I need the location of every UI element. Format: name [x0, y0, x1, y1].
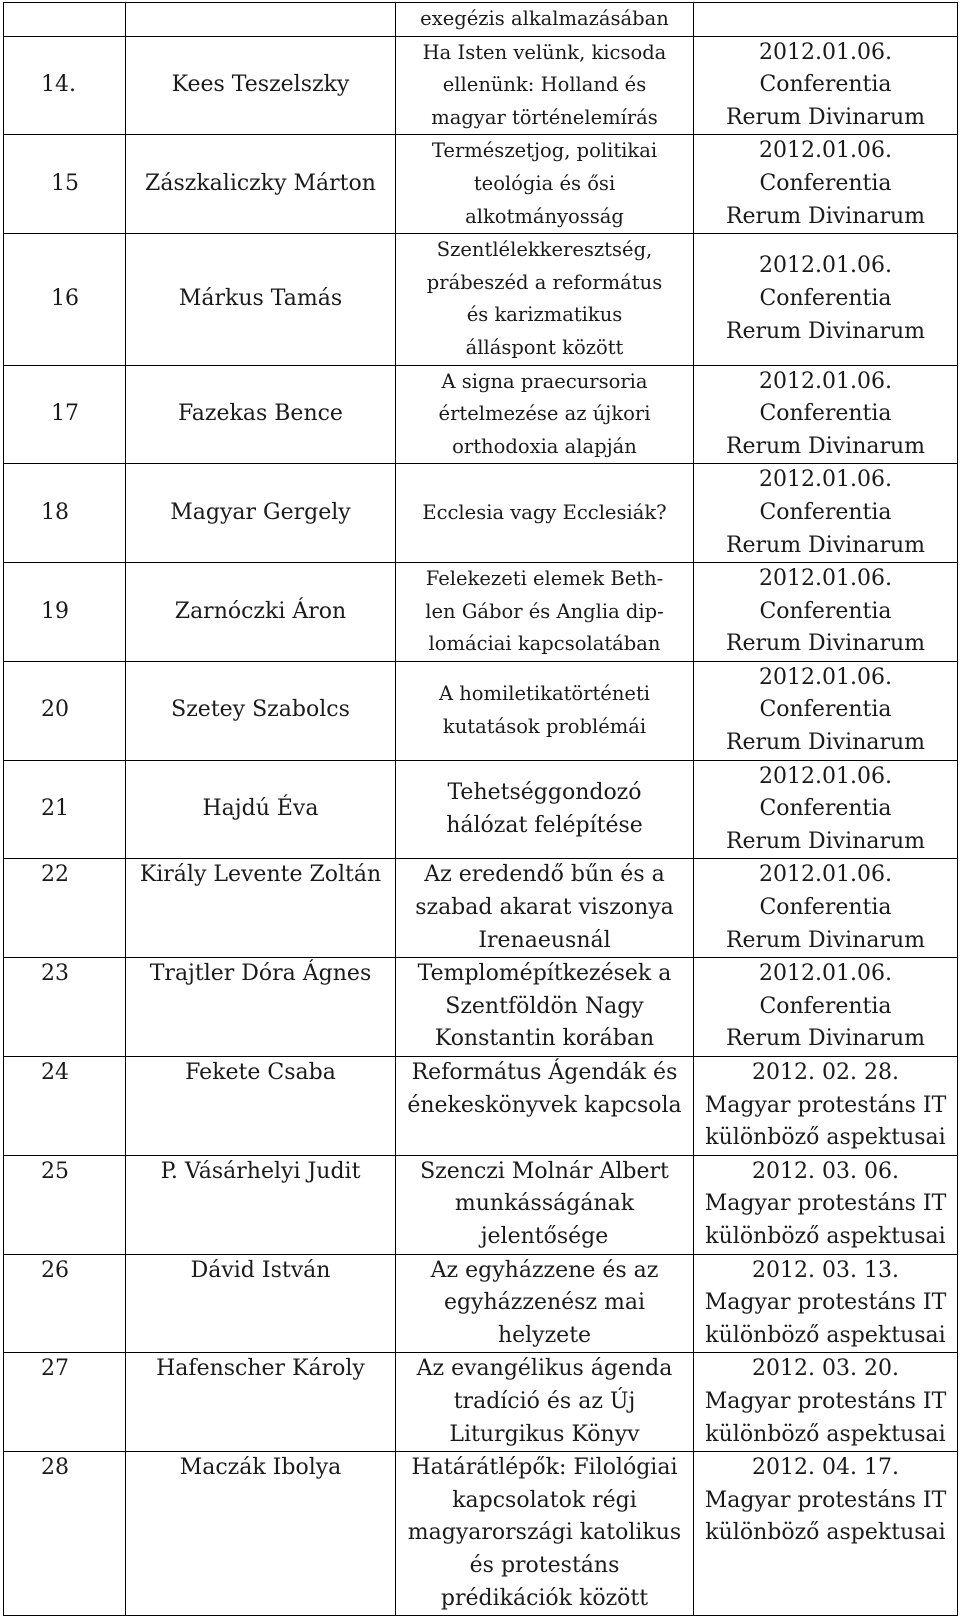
presenter-name: Maczák Ibolya — [126, 1452, 396, 1616]
lecture-title-line: Felekezeti elemek Beth- — [425, 567, 664, 591]
row-number — [4, 3, 126, 37]
lecture-date: 2012.01.06. — [759, 467, 892, 493]
lecture-title-line: kapcsolatok régi — [452, 1487, 637, 1513]
lecture-title-line: Az egyházzene és az — [430, 1257, 659, 1283]
lecture-title — [396, 958, 694, 1057]
lecture-title-line: értelmezése az újkori — [438, 402, 651, 426]
venue-text: Rerum Divinarum — [725, 927, 926, 953]
date-line — [699, 958, 952, 1023]
lecture-title-line: álláspont között — [465, 335, 624, 359]
venue-text: Rerum Divinarum — [725, 828, 926, 854]
lecture-title-line: orthodoxia alapján — [452, 434, 637, 458]
table-row — [4, 1254, 958, 1353]
presenter-name: Zarnóczki Áron — [126, 563, 396, 662]
lecture-title-line: A homiletikatörténeti — [438, 682, 651, 706]
row-number: 23 — [4, 958, 126, 1057]
presenter-name: Fazekas Bence — [126, 365, 396, 464]
lecture-date: 2012.01.06. — [759, 368, 892, 394]
venue-text: Rerum Divinarum — [725, 730, 926, 756]
date-line — [699, 563, 952, 628]
lecture-title — [396, 661, 694, 760]
date-venue-cell — [694, 464, 958, 563]
row-number: 16 — [4, 234, 126, 365]
venue-text: Conferentia — [759, 598, 892, 624]
presenter-name: Trajtler Dóra Ágnes — [126, 958, 396, 1057]
lecture-title-line: Tehetséggondozó — [447, 779, 642, 805]
lecture-date: 2012. 03. 13. — [752, 1257, 899, 1283]
table-row — [4, 365, 958, 464]
lecture-title-line: len Gábor és Anglia dip- — [425, 599, 664, 623]
date-line — [699, 135, 952, 200]
venue-text: Magyar protestáns IT — [704, 1191, 947, 1217]
date-venue-cell — [694, 859, 958, 958]
venue-text: Magyar protestáns IT — [704, 1487, 947, 1513]
row-number: 26 — [4, 1254, 126, 1353]
lecture-title-line: kutatások problémái — [442, 714, 647, 738]
lecture-title-line: Ecclesia vagy Ecclesiák? — [422, 500, 667, 524]
lecture-title — [396, 1155, 694, 1254]
presenter-name: Szetey Szabolcs — [126, 661, 396, 760]
presenter-name: Fekete Csaba — [126, 1057, 396, 1156]
table-row — [4, 1057, 958, 1156]
date-venue-cell — [694, 760, 958, 859]
venue-text: Rerum Divinarum — [725, 631, 926, 657]
lecture-title-line: Irenaeusnál — [478, 927, 611, 953]
venue-text: Conferentia — [759, 499, 892, 525]
date-venue-cell — [694, 234, 958, 365]
lecture-title-line: helyzete — [497, 1322, 592, 1348]
lecture-title-line: teológia és ősi — [473, 171, 616, 195]
lecture-date: 2012.01.06. — [759, 961, 892, 987]
venue-text: különböző aspektusai — [705, 1125, 946, 1151]
presenter-name: P. Vásárhelyi Judit — [126, 1155, 396, 1254]
row-number: 22 — [4, 859, 126, 958]
venue-text: Conferentia — [759, 993, 892, 1019]
venue-text: Rerum Divinarum — [725, 433, 926, 459]
venue-text: különböző aspektusai — [705, 1421, 946, 1447]
lecture-title-line: és karizmatikus — [466, 303, 623, 327]
lecture-date: 2012.01.06. — [759, 138, 892, 164]
date-venue-cell — [694, 3, 958, 37]
table-row — [4, 3, 958, 37]
lecture-title-line: magyarországi katolikus — [407, 1520, 682, 1546]
lecture-title-line: ellenünk: Holland és — [442, 73, 647, 97]
row-number: 27 — [4, 1353, 126, 1452]
lecture-title-line: Konstantin korában — [434, 1026, 655, 1052]
venue-text: Conferentia — [759, 170, 892, 196]
lecture-title-line: Az evangélikus ágenda — [416, 1356, 673, 1382]
venue-text: Rerum Divinarum — [725, 104, 926, 130]
lecture-table — [3, 2, 958, 1616]
lecture-title-line: Templomépítkezések a — [417, 961, 672, 987]
lecture-title-line: Református Ágendák és — [411, 1060, 678, 1085]
lecture-title-line: Szentföldön Nagy — [445, 993, 644, 1019]
date-line — [699, 464, 952, 529]
lecture-title — [396, 1452, 694, 1616]
date-line — [699, 1255, 952, 1288]
venue-text: Magyar protestáns IT — [704, 1388, 947, 1414]
date-venue-cell — [694, 1452, 958, 1616]
lecture-title-line: szabad akarat viszonya — [415, 895, 674, 921]
date-line — [699, 1156, 952, 1189]
venue-text: különböző aspektusai — [705, 1223, 946, 1249]
lecture-date: 2012.01.06. — [759, 253, 892, 279]
table-row — [4, 1452, 958, 1616]
lecture-title-line: énekeskönyvek kapcsola — [407, 1092, 682, 1118]
row-number: 14. — [4, 36, 126, 135]
date-venue-cell — [694, 36, 958, 135]
lecture-date: 2012.01.06. — [759, 763, 892, 789]
lecture-title-line: alkotmányosság — [465, 204, 624, 228]
lecture-title — [396, 464, 694, 563]
date-line — [699, 250, 952, 315]
lecture-date: 2012. 03. 20. — [752, 1356, 899, 1382]
lecture-title-line: egyházzenész mai — [443, 1290, 646, 1316]
lecture-title — [396, 1057, 694, 1156]
row-number: 28 — [4, 1452, 126, 1616]
presenter-name — [126, 3, 396, 37]
presenter-name: Hajdú Éva — [126, 760, 396, 859]
venue-text: Conferentia — [759, 796, 892, 822]
lecture-date: 2012.01.06. — [759, 664, 892, 690]
lecture-title-line: hálózat felépítése — [446, 812, 643, 838]
lecture-title-line: tradíció és az Új — [453, 1388, 636, 1414]
lecture-title — [396, 563, 694, 662]
lecture-title-line: prábeszéd a református — [426, 270, 663, 294]
date-venue-cell — [694, 661, 958, 760]
date-line — [699, 1353, 952, 1386]
lecture-table-body — [4, 3, 958, 1616]
date-venue-cell — [694, 563, 958, 662]
lecture-title — [396, 3, 694, 37]
lecture-title — [396, 1353, 694, 1452]
lecture-date: 2012.01.06. — [759, 862, 892, 888]
venue-text: különböző aspektusai — [705, 1322, 946, 1348]
lecture-date: 2012. 04. 17. — [752, 1455, 899, 1481]
lecture-date: 2012. 03. 06. — [752, 1158, 899, 1184]
date-venue-cell — [694, 1254, 958, 1353]
date-venue-cell — [694, 365, 958, 464]
lecture-title-line: Ha Isten velünk, kicsoda — [422, 40, 667, 64]
venue-text: Conferentia — [759, 72, 892, 98]
lecture-title-line: Határátlépők: Filológiai — [411, 1455, 678, 1481]
date-venue-cell — [694, 1155, 958, 1254]
presenter-name: Márkus Tamás — [126, 234, 396, 365]
date-line — [699, 761, 952, 826]
lecture-title-line: magyar történelemírás — [431, 105, 658, 129]
lecture-title — [396, 135, 694, 234]
venue-text: Rerum Divinarum — [725, 318, 926, 344]
row-number: 19 — [4, 563, 126, 662]
lecture-date: 2012.01.06. — [759, 39, 892, 65]
venue-text: különböző aspektusai — [705, 1520, 946, 1546]
table-row — [4, 464, 958, 563]
date-line — [699, 366, 952, 431]
venue-text: Rerum Divinarum — [725, 532, 926, 558]
table-row — [4, 661, 958, 760]
table-row — [4, 135, 958, 234]
table-row — [4, 234, 958, 365]
table-row — [4, 859, 958, 958]
lecture-title — [396, 36, 694, 135]
row-number: 15 — [4, 135, 126, 234]
table-row — [4, 1353, 958, 1452]
row-number: 17 — [4, 365, 126, 464]
lecture-title — [396, 859, 694, 958]
lecture-title-line: Természetjog, politikai — [431, 139, 658, 163]
table-row — [4, 563, 958, 662]
presenter-name: Király Levente Zoltán — [126, 859, 396, 958]
lecture-title-line: Az eredendő bűn és a — [424, 862, 665, 888]
presenter-name: Zászkaliczky Márton — [126, 135, 396, 234]
lecture-title-line: prédikációk között — [440, 1585, 649, 1611]
date-line — [699, 859, 952, 924]
lecture-title-line: Liturgikus Könyv — [449, 1421, 640, 1447]
venue-text: Conferentia — [759, 895, 892, 921]
table-row — [4, 1155, 958, 1254]
lecture-title-line: munkásságának — [454, 1191, 635, 1217]
venue-text: Conferentia — [759, 697, 892, 723]
table-row — [4, 760, 958, 859]
lecture-title — [396, 760, 694, 859]
date-line — [699, 1057, 952, 1090]
lecture-title-line: A signa praecursoria — [441, 369, 648, 393]
presenter-name: Kees Teszelszky — [126, 36, 396, 135]
date-line — [699, 37, 952, 102]
table-row — [4, 36, 958, 135]
row-number: 18 — [4, 464, 126, 563]
date-line — [699, 662, 952, 727]
row-number: 21 — [4, 760, 126, 859]
venue-text: Rerum Divinarum — [725, 1026, 926, 1052]
lecture-title — [396, 1254, 694, 1353]
table-row — [4, 958, 958, 1057]
presenter-name: Dávid István — [126, 1254, 396, 1353]
row-number: 24 — [4, 1057, 126, 1156]
venue-text: Conferentia — [759, 286, 892, 312]
date-venue-cell — [694, 1353, 958, 1452]
row-number: 20 — [4, 661, 126, 760]
date-venue-cell — [694, 135, 958, 234]
venue-text: Rerum Divinarum — [725, 203, 926, 229]
venue-text: Conferentia — [759, 401, 892, 427]
lecture-title-line: jelentősége — [480, 1223, 609, 1249]
venue-text: Magyar protestáns IT — [704, 1290, 947, 1316]
venue-text: Magyar protestáns IT — [704, 1092, 947, 1118]
lecture-title — [396, 234, 694, 365]
date-venue-cell — [694, 958, 958, 1057]
presenter-name: Hafenscher Károly — [126, 1353, 396, 1452]
lecture-date: 2012. 02. 28. — [752, 1060, 899, 1085]
date-venue-cell — [694, 1057, 958, 1156]
lecture-title-line: és protestáns — [469, 1552, 620, 1578]
lecture-title-line: Szenczi Molnár Albert — [420, 1158, 669, 1184]
date-line — [699, 1452, 952, 1485]
presenter-name: Magyar Gergely — [126, 464, 396, 563]
lecture-title-line: exegézis alkalmazásában — [420, 7, 669, 30]
lecture-title-line: Szentlélekkeresztség, — [436, 238, 653, 262]
lecture-date: 2012.01.06. — [759, 566, 892, 592]
lecture-title — [396, 365, 694, 464]
lecture-title-line: lomáciai kapcsolatában — [428, 632, 661, 656]
row-number: 25 — [4, 1155, 126, 1254]
